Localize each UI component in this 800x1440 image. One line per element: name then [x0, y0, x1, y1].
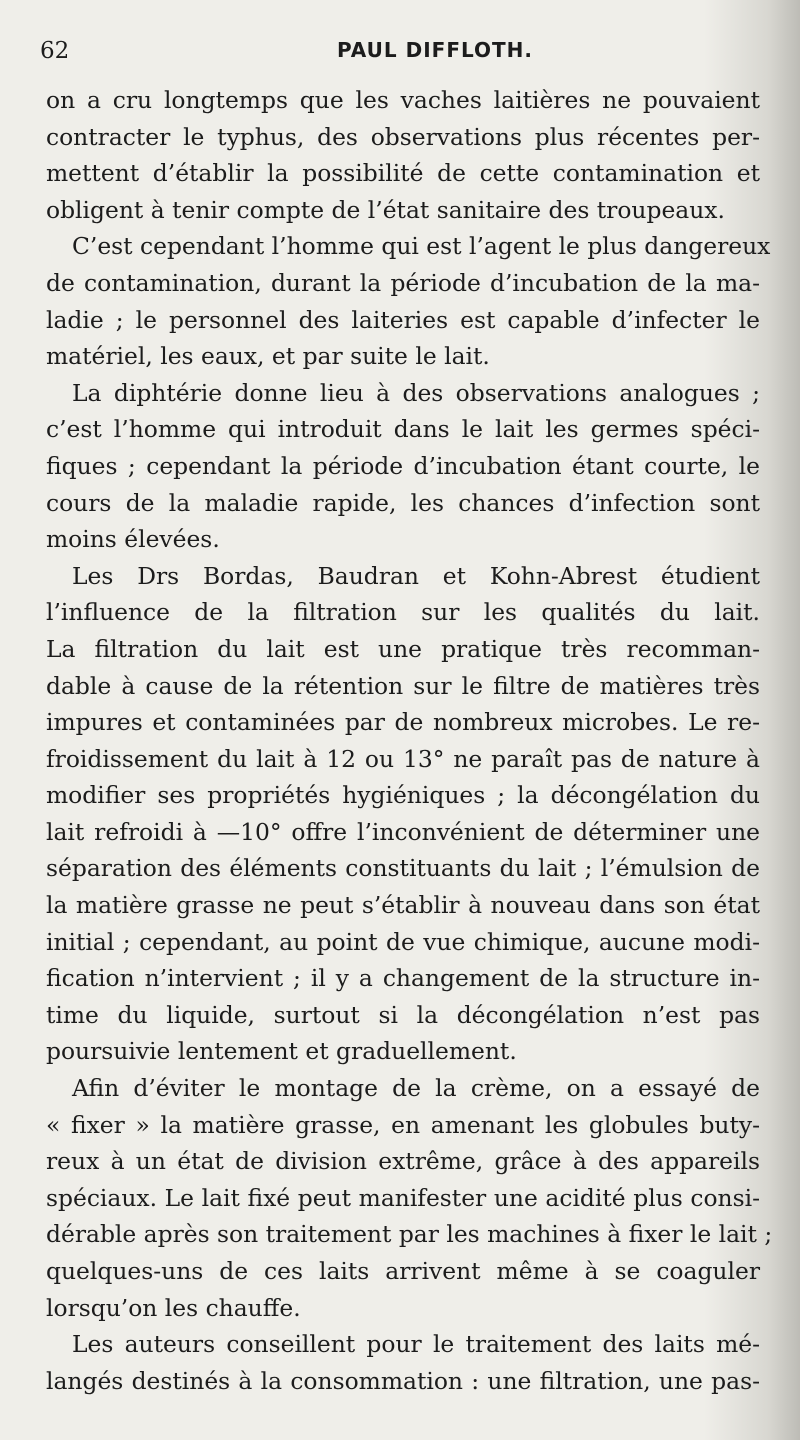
text-line: ladie ; le personnel des laiteries est capable d’infecter le — [46, 305, 760, 334]
text-line: mettent d’établir la possibilité de cette contamination et — [46, 159, 760, 188]
text-line: « fixer » la matière grasse, en amenant les globules buty- — [46, 1110, 760, 1139]
page-header — [40, 34, 760, 74]
text-line: lait refroidi à —10° offre l’inconvénient de déterminer une — [46, 817, 760, 846]
text-line: langés destinés à la consommation : une filtration, une pas- — [46, 1366, 760, 1395]
text-line: lorsqu’on les chauffe. — [46, 1293, 301, 1322]
text-line: moins élevées. — [46, 525, 220, 554]
text-line: fiques ; cependant la période d’incubation étant courte, le — [46, 451, 760, 480]
text-line: spéciaux. Le lait fixé peut manifester une acidité plus consi- — [46, 1183, 760, 1212]
text-line: obligent à tenir compte de l’état sanitaire des troupeaux. — [46, 195, 725, 224]
text-line: poursuivie lentement et graduellement. — [46, 1037, 517, 1066]
text-line: dérable après son traitement par les machines à fixer le lait ; — [46, 1220, 773, 1249]
page-number: 62 — [40, 38, 70, 64]
text-line: time du liquide, surtout si la décongélation n’est pas — [46, 1000, 760, 1029]
text-line: de contamination, durant la période d’incubation de la ma- — [46, 268, 760, 297]
text-line: froidissement du lait à 12 ou 13° ne paraît pas de nature à — [46, 744, 760, 773]
text-line: modifier ses propriétés hygiéniques ; la décongélation du — [46, 781, 760, 810]
text-line: c’est l’homme qui introduit dans le lait les germes spéci- — [46, 415, 760, 444]
text-line: La diphtérie donne lieu à des observations analogues ; — [72, 378, 760, 407]
text-line: l’influence de la filtration sur les qualités du lait. — [46, 598, 760, 627]
text-line: La filtration du lait est une pratique très recomman- — [46, 634, 760, 663]
text-line: Les auteurs conseillent pour le traitement des laits mé- — [72, 1330, 760, 1359]
text-line: la matière grasse ne peut s’établir à nouveau dans son état — [46, 891, 760, 920]
text-line: fication n’intervient ; il y a changement de la structure in- — [46, 964, 760, 993]
text-line: initial ; cependant, au point de vue chimique, aucune modi- — [46, 927, 760, 956]
text-line: on a cru longtemps que les vaches laitières ne pouvaient — [46, 86, 760, 114]
text-line: matériel, les eaux, et par suite le lait. — [46, 342, 490, 371]
text-line: C’est cependant l’homme qui est l’agent le plus dangereux — [72, 232, 771, 261]
text-line: séparation des éléments constituants du lait ; l’émulsion de — [46, 854, 760, 883]
text-line: contracter le typhus, des observations plus récentes per- — [46, 122, 760, 151]
text-line: reux à un état de division extrême, grâce à des appareils — [46, 1147, 760, 1176]
text-line: dable à cause de la rétention sur le filtre de matières très — [46, 671, 760, 700]
running-head: PAUL DIFFLOTH. — [336, 38, 533, 62]
text-line: Afin d’éviter le montage de la crème, on a essayé de — [72, 1074, 760, 1103]
text-line: impures et contaminées par de nombreux microbes. Le re- — [46, 708, 760, 737]
text-line: quelques-uns de ces laits arrivent même à se coaguler — [46, 1257, 760, 1285]
body-text — [46, 82, 773, 1399]
text-line: Les Drs Bordas, Baudran et Kohn-Abrest étudient — [72, 561, 760, 590]
text-line: cours de la maladie rapide, les chances d’infection sont — [46, 488, 760, 517]
